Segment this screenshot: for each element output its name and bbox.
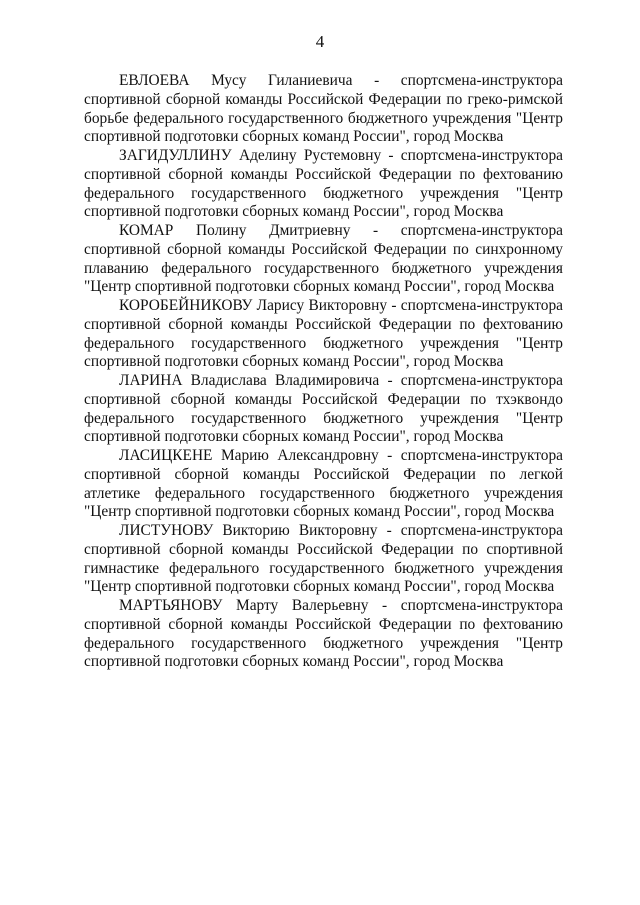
award-entry-martyanova: МАРТЬЯНОВУ Марту Валерьевну - спортсмена-инструктора спортивной сборной команды Российской Федерации по фехтованию федерального государственного бюджетного учреждения "Центр спортивной подготовки сборных команд России", город Москва xyxy=(84,597,563,671)
award-entry-larin: ЛАРИНА Владислава Владимировича - спортсмена-инструктора спортивной сборной команды Российской Федерации по тхэквондо федерального государственного бюджетного учреждения "Центр спортивной подготовки сборных команд России", город Москва xyxy=(84,372,563,446)
award-list xyxy=(84,72,563,672)
page-number: 4 xyxy=(315,32,325,51)
award-entry-korobeynikova: КОРОБЕЙНИКОВУ Ларису Викторовну - спортсмена-инструктора спортивной сборной команды Российской Федерации по фехтованию федерального государственного бюджетного учреждения "Центр спортивной подготовки сборных команд России", город Москва xyxy=(84,297,563,371)
award-entry-evloev: ЕВЛОЕВА Мусу Гиланиевича - спортсмена-инструктора спортивной сборной команды Российской Федерации по греко-римской борьбе федерального государственного бюджетного учреждения "Центр спортивной подготовки сборных команд России", город Москва xyxy=(84,72,563,146)
award-entry-komar: КОМАР Полину Дмитриевну - спортсмена-инструктора спортивной сборной команды Российской Федерации по синхронному плаванию федерального государственного бюджетного учреждения "Центр спортивной подготовки сборных команд России", город Москва xyxy=(84,222,563,296)
award-entry-lasitskene: ЛАСИЦКЕНЕ Марию Александровну - спортсмена-инструктора спортивной сборной команды Российской Федерации по легкой атлетике федерального государственного бюджетного учреждения "Центр спортивной подготовки сборных команд России", город Москва xyxy=(84,447,563,521)
award-entry-listunova: ЛИСТУНОВУ Викторию Викторовну - спортсмена-инструктора спортивной сборной команды Российской Федерации по спортивной гимнастике федерального государственного бюджетного учреждения "Центр спортивной подготовки сборных команд России", город Москва xyxy=(84,522,563,596)
award-entry-zagidullina: ЗАГИДУЛЛИНУ Аделину Рустемовну - спортсмена-инструктора спортивной сборной команды Российской Федерации по фехтованию федерального государственного бюджетного учреждения "Центр спортивной подготовки сборных команд России", город Москва xyxy=(84,147,563,221)
